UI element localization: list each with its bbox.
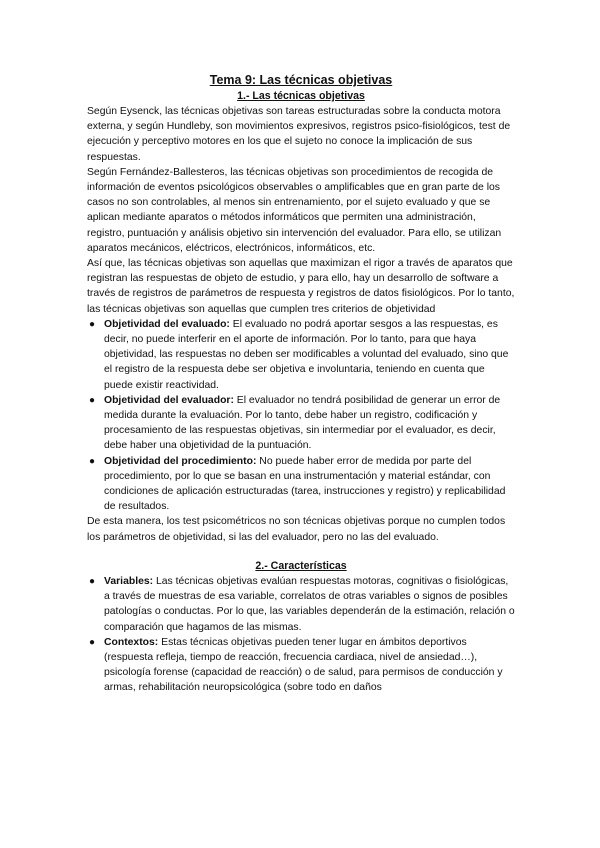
characteristic-term: Contextos: <box>104 636 159 648</box>
section-1-heading: 1.- Las técnicas objetivas <box>237 90 365 102</box>
criterion-text: No puede haber error de medida por parte del procedimiento, por lo que se basan en una instrumentación y material estándar, con condiciones de aplicación estructuradas (tarea, instrucciones y registro) y replicabilidad de resultados. <box>104 455 506 513</box>
paragraph-eysenck: Según Eysenck, las técnicas objetivas son tareas estructuradas sobre la conducta motora externa, y según Hundleby, son movimientos expresivos, registros psico-fisiológicos, test de ejecución y perceptivo motores en los que el sujeto no conoce la implicación de sus respuestas. <box>87 106 511 163</box>
paragraph-summary: Así que, las técnicas objetivas son aquellas que maximizan el rigor a través de aparatos que registran las respuestas de objeto de estudio, y para ello, hay un desarrollo de software a través de registros de parámetros de respuesta y registros de datos fisiológicos. Por lo tanto, las técnicas objetivas son aquellas que cumplen tres criterios de objetividad <box>87 258 515 315</box>
bullet-icon: ● <box>89 318 96 330</box>
characteristic-term: Variables: <box>104 575 154 587</box>
criterion-text: El evaluador no tendrá posibilidad de generar un error de medida durante la evaluación. Por lo tanto, debe haber un registro, codificación y procesamiento de las respuestas objetivas, sin intermediar por el evaluador, es decir, debe haber una objetividad de la puntuación. <box>104 394 501 452</box>
characteristic-text: Las técnicas objetivas evalúan respuestas motoras, cognitivas o fisiológicas, a través de muestras de esa variable, correlatos de otras variables o signos de posibles patologías o conductas. Por lo que, las variables dependerán de la estimación, relación o comparación que hagamos de las mismas. <box>104 575 515 633</box>
criterion-term: Objetividad del procedimiento: <box>104 455 257 467</box>
bullet-icon: ● <box>89 394 96 406</box>
characteristic-text: Estas técnicas objetivas pueden tener lugar en ámbitos deportivos (respuesta refleja, tiempo de reacción, frecuencia cardiaca, nivel de ansiedad…), psicología forense (capacidad de reacción) o de salud, para permisos de conducción y armas, rehabilitación neuropsicológica (sobre todo en daños <box>104 636 503 694</box>
list-item <box>87 393 515 454</box>
list-item <box>87 635 515 696</box>
document-title: Tema 9: Las técnicas objetivas <box>209 73 393 87</box>
list-item <box>87 574 515 635</box>
list-item <box>87 317 515 393</box>
criterion-text: El evaluado no podrá aportar sesgos a las respuestas, es decir, no puede interferir en el aporte de información. Por lo tanto, para que haya objetividad, las respuestas no deben ser modificables a voluntad del evaluado, sino que el registro de la respuesta debe ser objetiva e involuntaria, teniendo en cuenta que puede existir reactividad. <box>104 318 509 391</box>
objectivity-criteria-list <box>87 317 515 515</box>
criterion-term: Objetividad del evaluado: <box>104 318 230 330</box>
criterion-term: Objetividad del evaluador: <box>104 394 234 406</box>
characteristics-list <box>87 574 515 696</box>
bullet-icon: ● <box>89 575 96 587</box>
bullet-icon: ● <box>89 455 96 467</box>
paragraph-fernandez-ballesteros: Según Fernández-Ballesteros, las técnicas objetivas son procedimientos de recogida de información de eventos psicológicos observables o amplificables que en gran parte de los casos no son controlables, al menos sin entrenamiento, por el sujeto evaluado y que se aplican mediante aparatos o métodos informáticos que permiten una administración, registro, puntuación y análisis objetivo sin intervención del evaluador. Para ello, se utilizan aparatos mecánicos, eléctricos, electrónicos, informáticos, etc. <box>87 166 502 254</box>
section-2-heading: 2.- Características <box>255 559 347 572</box>
paragraph-closing: De esta manera, los test psicométricos no son técnicas objetivas porque no cumplen todos los parámetros de objetividad, si las del evaluador, pero no las del evaluado. <box>87 516 506 543</box>
bullet-icon: ● <box>89 636 96 648</box>
list-item <box>87 454 515 515</box>
document-body <box>87 72 515 696</box>
